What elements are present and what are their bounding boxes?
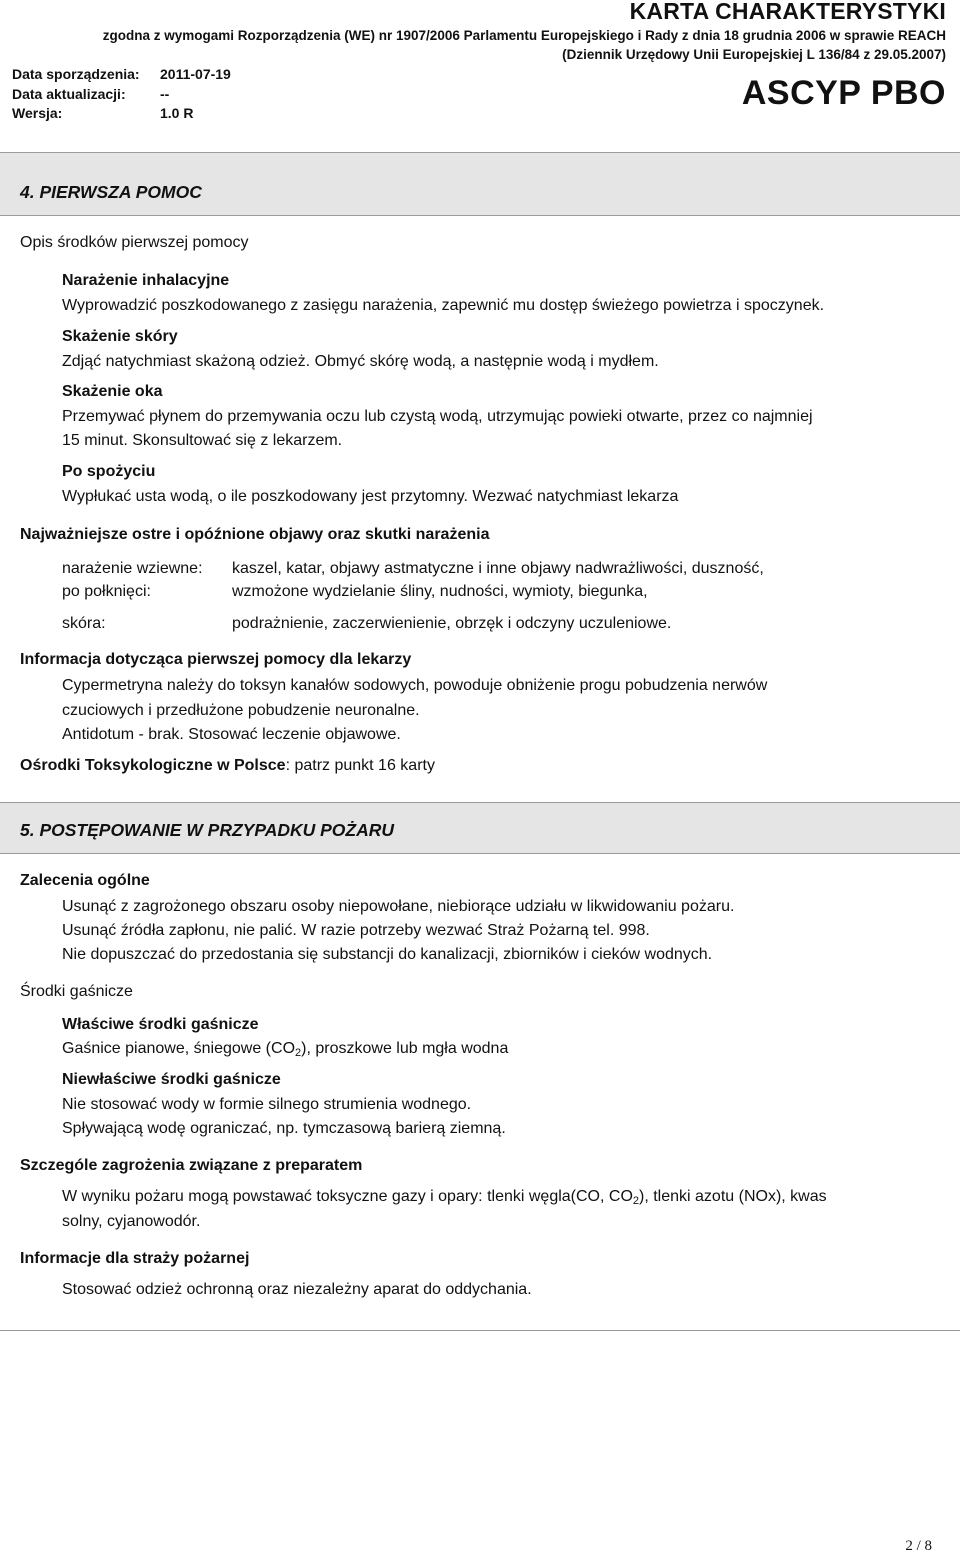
hazards-text-end: ), tlenki azotu (NOx), kwas <box>639 1188 827 1205</box>
meta-label-updated: Data aktualizacji: <box>12 86 126 102</box>
suitable-media-text <box>62 1040 508 1059</box>
symptom-label-inhalation: narażenie wziewne: <box>62 560 203 577</box>
inhalation-heading: Narażenie inhalacyjne <box>62 272 230 289</box>
doctor-info-heading: Informacja dotycząca pierwszej pomocy dla lekarzy <box>20 651 412 668</box>
product-name: ASCYP PBO <box>741 74 946 112</box>
firefighters-text: Stosować odzież ochronną oraz niezależny aparat do oddychania. <box>62 1281 532 1298</box>
skin-text: Zdjąć natychmiast skażoną odzież. Obmyć skórę wodą, a następnie wodą i mydłem. <box>62 353 659 370</box>
general-line-3: Nie dopuszczać do przedostania się substancji do kanalizacji, zbiorników i cieków wodnych. <box>62 946 713 963</box>
symptom-label-skin: skóra: <box>62 615 106 632</box>
co2-subscript-hazards: 2 <box>632 1195 640 1207</box>
meta-value-version: 1.0 R <box>160 105 194 121</box>
general-line-1: Usunąć z zagrożonego obszaru osoby niepowołane, niebiorące udziału w likwidowaniu pożaru. <box>62 898 735 915</box>
toxicology-centers-line <box>20 757 435 775</box>
doctor-info-line-1: Cypermetryna należy do toksyn kanałów sodowych, powoduje obniżenie progu pobudzenia nerwów <box>62 677 768 694</box>
meta-value-created: 2011-07-19 <box>160 66 231 82</box>
inhalation-text: Wyprowadzić poszkodowanego z zasięgu narażenia, zapewnić mu dostęp świeżego powietrza i spoczynek. <box>62 297 825 314</box>
first-aid-intro: Opis środków pierwszej pomocy <box>20 234 249 251</box>
suitable-media-heading: Właściwe środki gaśnicze <box>62 1016 259 1033</box>
special-hazards-line-1 <box>62 1188 827 1207</box>
regulation-line-1: zgodna z wymogami Rozporządzenia (WE) nr 1907/2006 Parlamentu Europejskiego i Rady z dnia 18 grudnia 2006 w sprawie REACH <box>102 28 946 43</box>
unsuitable-media-heading: Niewłaściwe środki gaśnicze <box>62 1071 281 1088</box>
extinguishing-media-heading: Środki gaśnicze <box>20 983 133 1000</box>
unsuitable-line-1: Nie stosować wody w formie silnego strumienia wodnego. <box>62 1096 472 1113</box>
firefighters-heading: Informacje dla straży pożarnej <box>20 1250 250 1267</box>
symptom-label-ingestion: po połknięci: <box>62 583 151 600</box>
meta-label-created: Data sporządzenia: <box>12 66 140 82</box>
ingestion-text: Wypłukać usta wodą, o ile poszkodowany jest przytomny. Wezwać natychmiast lekarza <box>62 488 679 505</box>
section-end-rule <box>0 1330 960 1331</box>
toxicology-centers-label: Ośrodki Toksykologiczne w Polsce <box>20 757 286 774</box>
meta-label-version: Wersja: <box>12 105 63 121</box>
general-recommendations-heading: Zalecenia ogólne <box>20 872 150 889</box>
symptom-value-ingestion: wzmożone wydzielanie śliny, nudności, wymioty, biegunka, <box>232 583 648 600</box>
special-hazards-heading: Szczególe zagrożenia związane z preparatem <box>20 1157 363 1174</box>
doctor-info-line-3: Antidotum - brak. Stosować leczenie objawowe. <box>62 726 401 743</box>
suitable-media-text-start: Gaśnice pianowe, śniegowe (CO <box>62 1040 296 1057</box>
eye-text-line-2: 15 minut. Skonsultować się z lekarzem. <box>62 432 343 449</box>
page-number: 2 / 8 <box>905 1538 932 1554</box>
special-hazards-line-2: solny, cyjanowodór. <box>62 1213 201 1230</box>
section-4-title: 4. PIERWSZA POMOC <box>20 182 202 202</box>
regulation-line-2: (Dziennik Urzędowy Unii Europejskiej L 136/84 z 29.05.2007) <box>562 47 946 62</box>
eye-text-line-1: Przemywać płynem do przemywania oczu lub czystą wodą, utrzymując powieki otwarte, przez co najmniej <box>62 408 813 425</box>
co2-subscript: 2 <box>295 1047 302 1059</box>
meta-value-updated: -- <box>160 86 170 102</box>
suitable-media-text-end: ), proszkowe lub mgła wodna <box>301 1040 509 1057</box>
doctor-info-line-2: czuciowych i przedłużone pobudzenie neuronalne. <box>62 702 420 719</box>
ingestion-heading: Po spożyciu <box>62 463 156 480</box>
hazards-text-start: W wyniku pożaru mogą powstawać toksyczne gazy i opary: tlenki węgla(CO, CO <box>62 1188 633 1205</box>
skin-heading: Skażenie skóry <box>62 328 178 345</box>
general-line-2: Usunąć źródła zapłonu, nie palić. W razie potrzeby wezwać Straż Pożarną tel. 998. <box>62 922 650 939</box>
toxicology-centers-ref: : patrz punkt 16 karty <box>285 757 435 774</box>
document-title: KARTA CHARAKTERYSTYKI <box>629 0 946 24</box>
section-5-title: 5. POSTĘPOWANIE W PRZYPADKU POŻARU <box>20 820 395 840</box>
symptoms-heading: Najważniejsze ostre i opóźnione objawy oraz skutki narażenia <box>20 526 490 543</box>
eye-heading: Skażenie oka <box>62 383 163 400</box>
symptom-value-inhalation: kaszel, katar, objawy astmatyczne i inne objawy nadwrażliwości, duszność, <box>232 560 764 577</box>
symptom-value-skin: podrażnienie, zaczerwienienie, obrzęk i odczyny uczuleniowe. <box>232 615 672 632</box>
unsuitable-line-2: Spływającą wodę ograniczać, np. tymczasową barierą ziemną. <box>62 1120 506 1137</box>
